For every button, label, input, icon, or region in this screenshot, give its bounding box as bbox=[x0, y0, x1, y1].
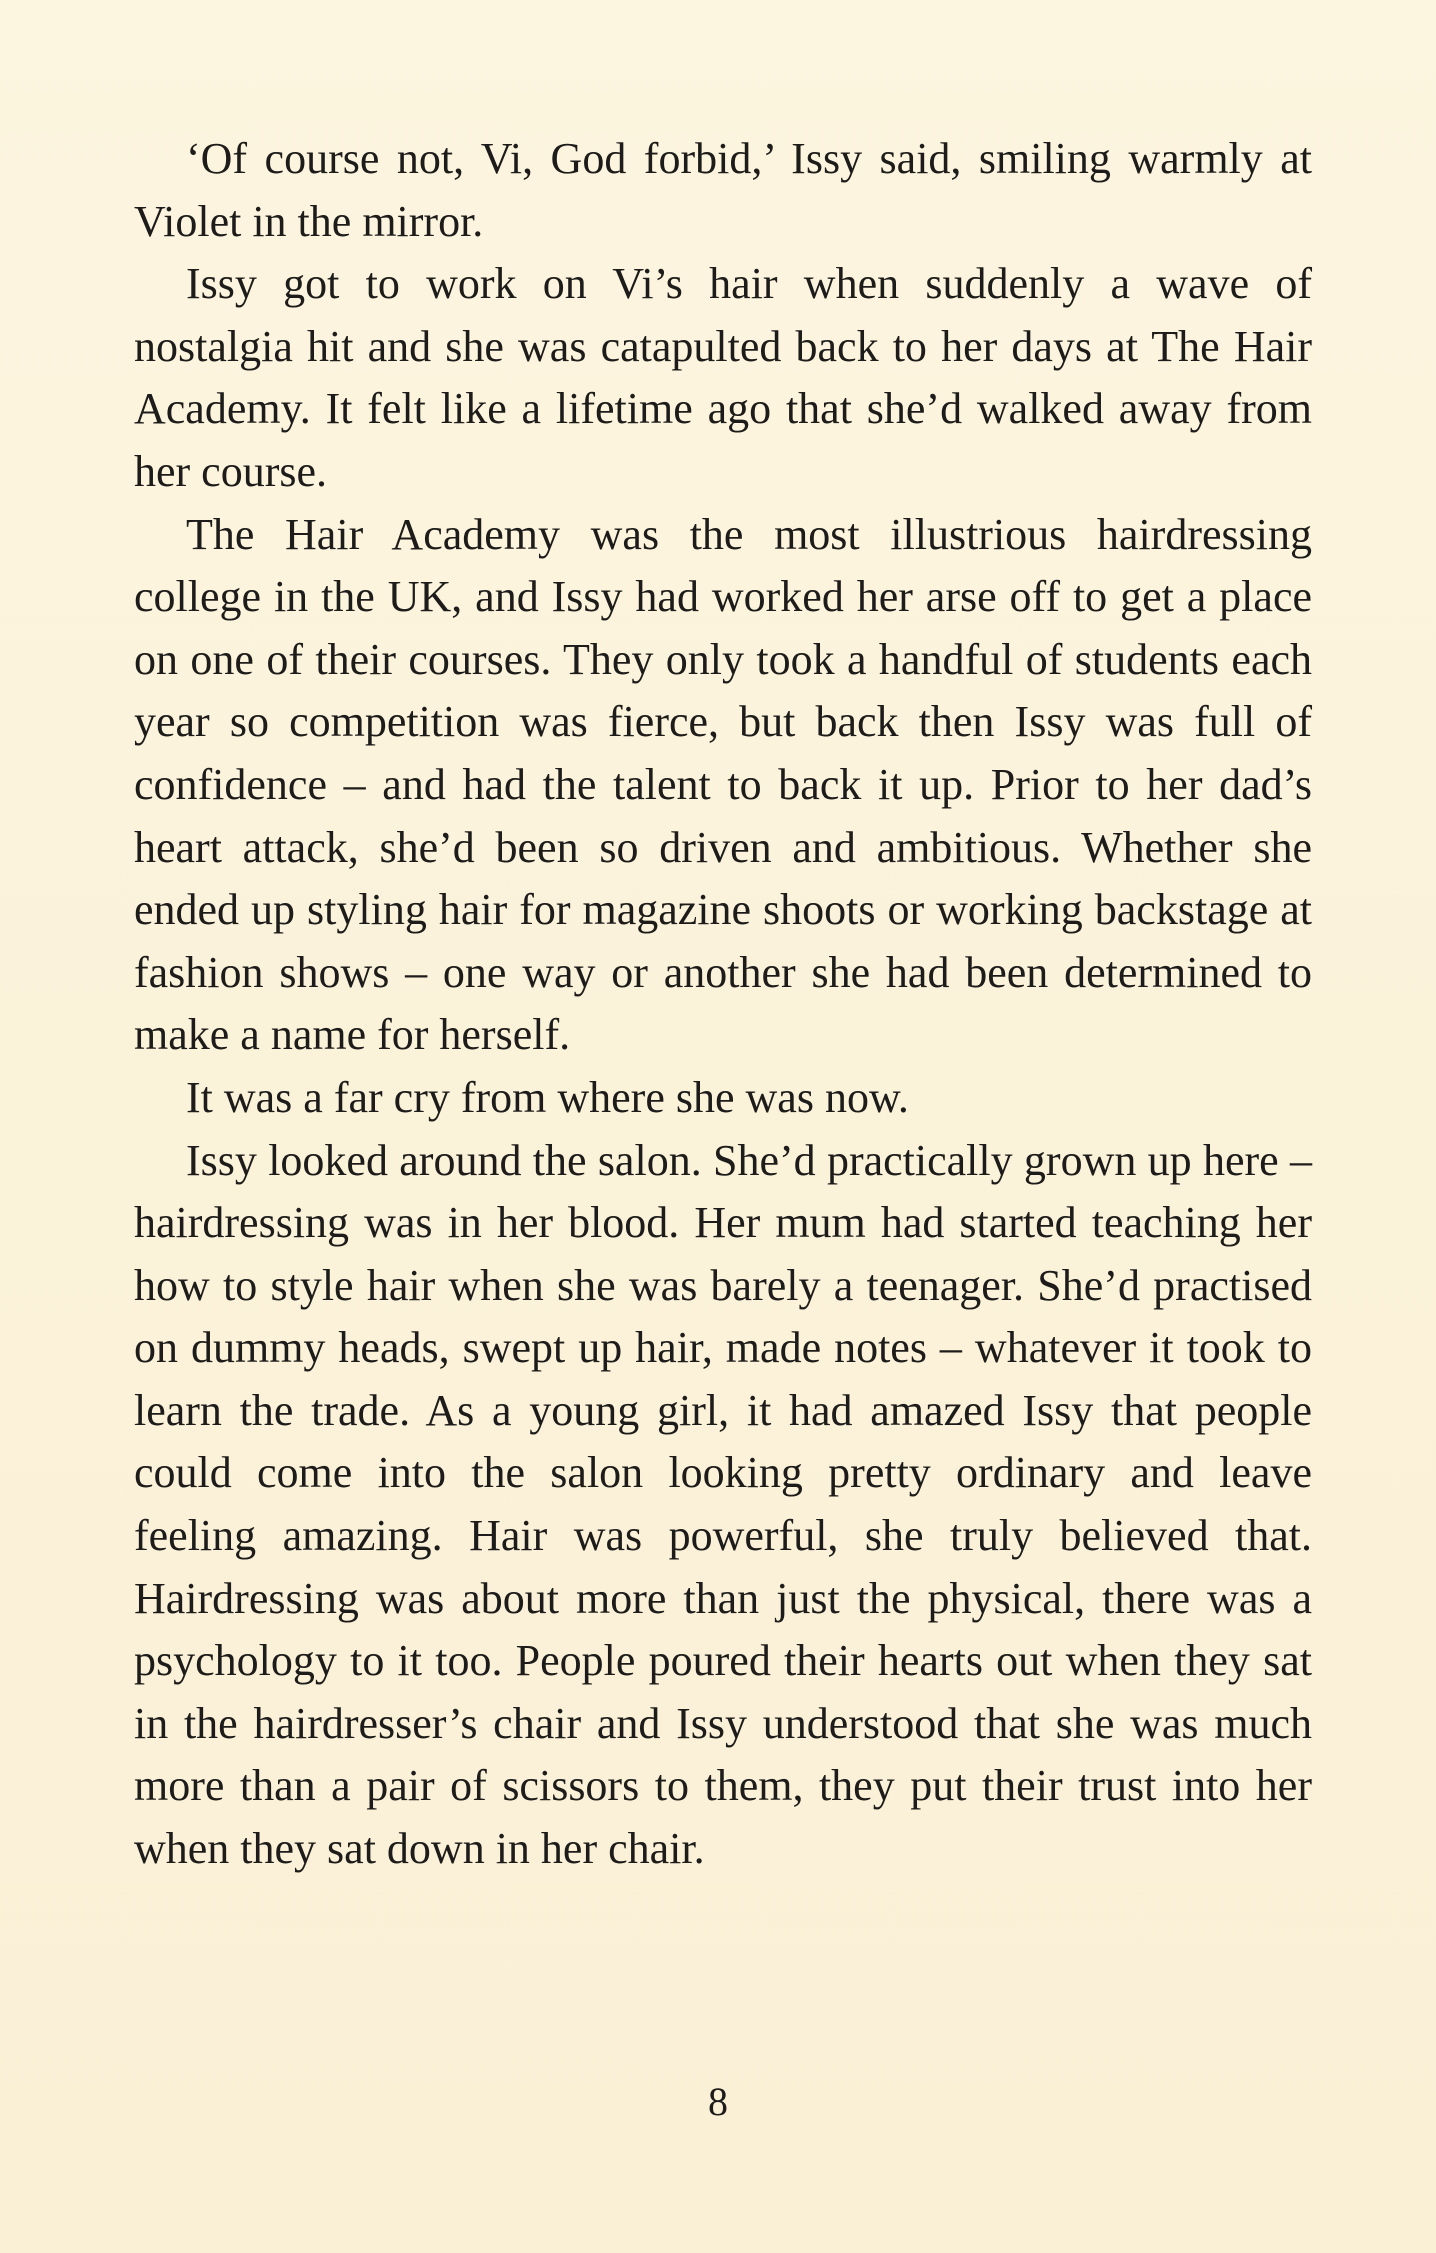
paragraph-4: It was a far cry from where she was now. bbox=[186, 1072, 909, 1122]
body-text bbox=[134, 128, 1312, 1881]
paragraph-1: ‘Of course not, Vi, God forbid,’ Issy said, smiling warmly at Violet in the mirror. bbox=[134, 134, 1312, 246]
paragraph-3: The Hair Academy was the most illustrious hairdressing college in the UK, and Issy had worked her arse off to get a place on one of their courses. They only took a handful of students each year so competition was fierce, but back then Issy was full of confidence – and had the talent to back it up. Prior to her dad’s heart attack, she’d been so driven and ambitious. Whether she ended up styling hair for magazine shoots or working backstage at fashion shows – one way or another she had been determined to make a name for herself. bbox=[134, 509, 1312, 1060]
paragraph-2: Issy got to work on Vi’s hair when suddenly a wave of nostalgia hit and she was catapulted back to her days at The Hair Academy. It felt like a lifetime ago that she’d walked away from her course. bbox=[134, 259, 1312, 496]
paragraph-5: Issy looked around the salon. She’d practically grown up here – hairdressing was in her blood. Her mum had started teaching her how to style hair when she was barely a teenager. She’d practised on dummy heads, swept up hair, made notes – whatever it took to learn the trade. As a young girl, it had amazed Issy that people could come into the salon looking pretty ordinary and leave feeling amazing. Hair was powerful, she truly believed that. Hairdressing was about more than just the physical, there was a psychology to it too. People poured their hearts out when they sat in the hairdresser’s chair and Issy understood that she was much more than a pair of scissors to them, they put their trust into her when they sat down in her chair. bbox=[134, 1135, 1312, 1874]
page-number: 8 bbox=[708, 2079, 728, 2124]
